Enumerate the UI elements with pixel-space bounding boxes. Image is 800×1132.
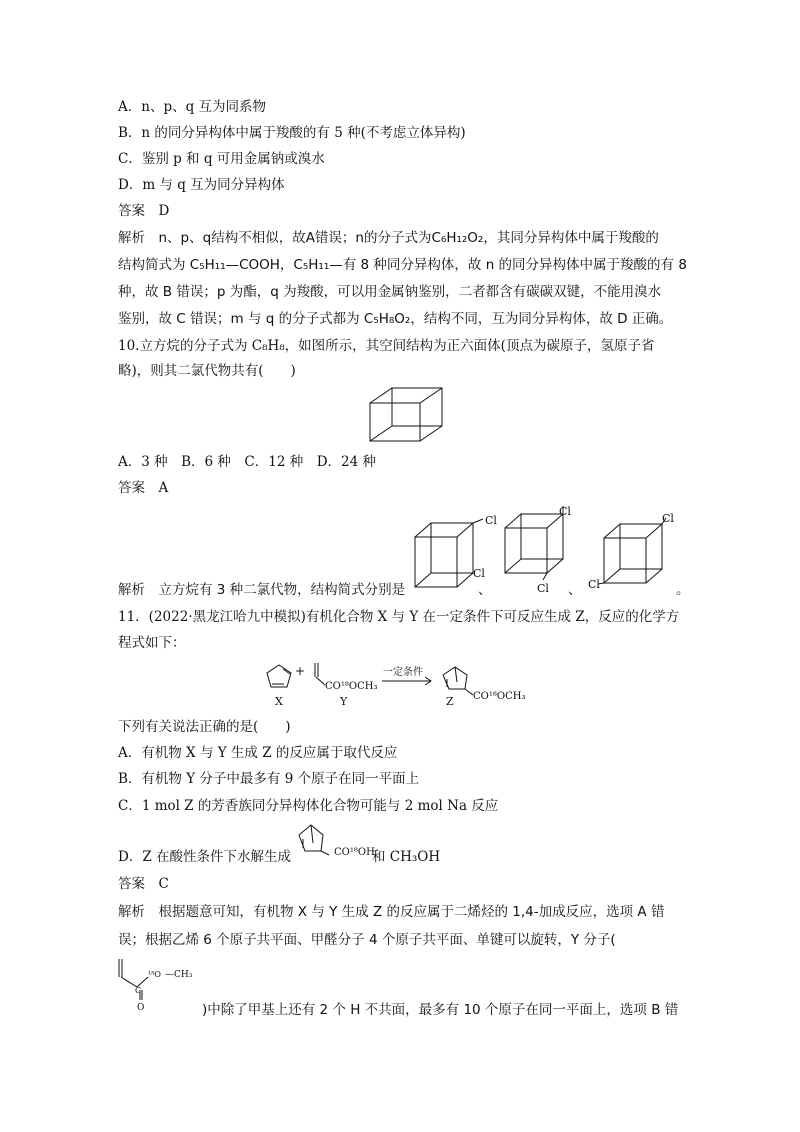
sentence-end: 。 bbox=[676, 582, 690, 598]
chlorine-label: Cl bbox=[537, 582, 549, 595]
dichloro-cube-3 bbox=[588, 510, 678, 595]
q9-explanation-line-3: 种，故 B 错误；p 为酯，q 为羧酸，可以用金属钠鉴别，二者都含有碳碳双键，不能用溴水 bbox=[118, 284, 662, 300]
chlorine-label: Cl bbox=[485, 514, 497, 527]
cube-diagram bbox=[370, 388, 450, 443]
q11-answer: 答案 C bbox=[118, 876, 169, 892]
q11-option-a: A．有机物 X 与 Y 生成 Z 的反应属于取代反应 bbox=[118, 745, 398, 761]
chlorine-label: Cl bbox=[588, 578, 600, 591]
q9-explanation-line-1: 解析 n、p、q结构不相似，故A错误；n的分子式为C₆H₁₂O₂，其同分异构体中属于羧酸的 bbox=[118, 230, 659, 246]
plus-sign: + bbox=[295, 664, 306, 678]
q10-options: A．3 种 B．6 种 C．12 种 D．24 种 bbox=[118, 454, 377, 470]
chlorine-label: Cl bbox=[473, 567, 485, 580]
y-ether-oxygen: ¹⁸O bbox=[148, 970, 161, 979]
reaction-condition: 一定条件 bbox=[383, 667, 423, 678]
explanation-label: 解析 bbox=[118, 230, 159, 246]
q9-option-d: D．m 与 q 互为同分异构体 bbox=[118, 177, 285, 193]
q11-explanation-line-2: 误；根据乙烯 6 个原子共平面、甲醛分子 4 个原子共平面、单键可以旋转，Y 分子( bbox=[118, 932, 616, 948]
z-ester-group: CO¹⁸OCH₃ bbox=[473, 691, 526, 702]
q9-answer: 答案 D bbox=[118, 203, 170, 219]
y-ester-group: CO¹⁸OCH₃ bbox=[325, 681, 378, 692]
q10-stem-line-1: 10.立方烷的分子式为 C₈H₈，如图所示，其空间结构为正六面体(顶点为碳原子，氢原子省 bbox=[118, 338, 655, 354]
q10-stem-line-2: 略)，则其二氯代物共有( ) bbox=[118, 363, 296, 379]
q11-explanation-line-3: )中除了甲基上还有 2 个 H 不共面，最多有 10 个原子在同一平面上，选项 B 错 bbox=[202, 1002, 679, 1018]
q11-option-d-prefix: D．Z 在酸性条件下水解生成 bbox=[118, 849, 291, 865]
y-carbonyl-carbon: C bbox=[135, 986, 142, 995]
separator: 、 bbox=[478, 582, 492, 598]
explanation-label: 解析 bbox=[118, 582, 145, 598]
chlorine-label: Cl bbox=[559, 505, 571, 518]
label-x: X bbox=[275, 695, 283, 708]
explanation-label: 解析 bbox=[118, 904, 145, 920]
y-molecule-structure bbox=[115, 955, 205, 1013]
q11-option-c: C．1 mol Z 的芳香族同分异构体化合物可能与 2 mol Na 反应 bbox=[118, 798, 499, 814]
q11-stem-line-2: 程式如下： bbox=[118, 635, 186, 651]
q10-explanation: 解析 立方烷有 3 种二氯代物，结构简式分别是 bbox=[118, 582, 406, 598]
q11-stem-line-1: 11．(2022·黑龙江哈九中模拟)有机化合物 X 与 Y 在一定条件下可反应生成 Z，反应的化学方 bbox=[118, 609, 680, 625]
q11-option-d-group: CO¹⁸OH bbox=[334, 847, 375, 858]
separator: 、 bbox=[568, 582, 582, 598]
q11-question: 下列有关说法正确的是( ) bbox=[118, 719, 291, 735]
q10-answer: 答案 A bbox=[118, 480, 169, 496]
q11-explanation-line-1: 解析 根据题意可知，有机物 X 与 Y 生成 Z 的反应属于二烯烃的 1,4-加成反应，选项 A 错 bbox=[118, 904, 665, 920]
q9-option-c: C．鉴别 p 和 q 可用金属钠或溴水 bbox=[118, 151, 325, 167]
q9-option-b: B．n 的同分异构体中属于羧酸的有 5 种(不考虑立体异构) bbox=[118, 125, 466, 141]
q9-explanation-line-2: 结构简式为 C₅H₁₁—COOH，C₅H₁₁—有 8 种同分异构体，故 n 的同分异构体中属于羧酸的有 8 bbox=[118, 257, 687, 273]
y-carbonyl-oxygen: O bbox=[137, 1003, 145, 1013]
q11-option-b: B．有机物 Y 分子中最多有 9 个原子在同一平面上 bbox=[118, 771, 420, 787]
reaction-equation bbox=[265, 655, 535, 710]
label-y: Y bbox=[340, 695, 348, 708]
q9-option-a: A．n、p、q 互为同系物 bbox=[118, 99, 267, 115]
y-methyl: —CH₃ bbox=[165, 970, 193, 980]
label-z: Z bbox=[446, 695, 454, 708]
q11-option-d-suffix: 和 CH₃OH bbox=[372, 849, 441, 865]
chlorine-label: Cl bbox=[662, 512, 674, 525]
q9-explanation-line-4: 鉴别，故 C 错误；m 与 q 的分子式都为 C₅H₈O₂，结构不同，互为同分异构体，故 D 正确。 bbox=[118, 311, 673, 327]
